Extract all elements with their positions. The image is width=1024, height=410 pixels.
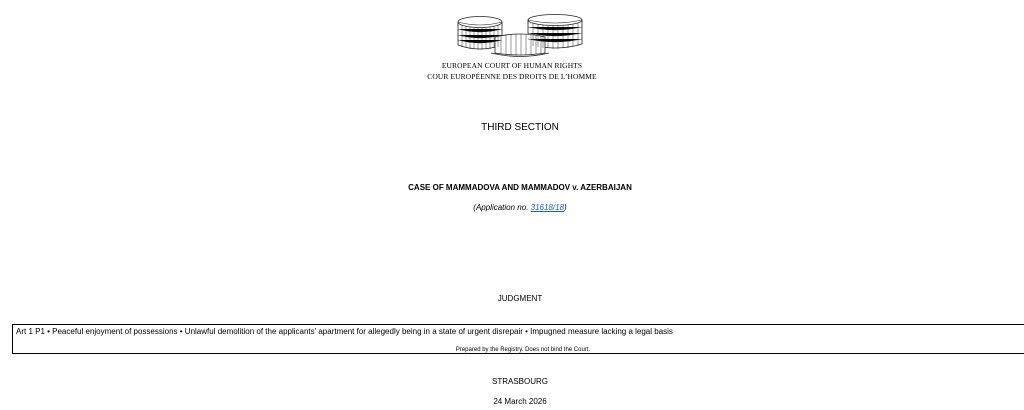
- registry-note: Prepared by the Registry. Does not bind the Court.: [455, 347, 591, 353]
- keywords-text: Art 1 P1 • Peaceful enjoyment of possessions • Unlawful demolition of the applicants’ apartment for allegedly being in a state of urgent disrepair • Impugned measure lacking a legal basis: [16, 327, 673, 336]
- court-name-english: EUROPEAN COURT OF HUMAN RIGHTS: [441, 61, 583, 70]
- application-suffix: ): [564, 203, 567, 212]
- judgment-date: 24 March 2026: [493, 397, 547, 406]
- court-building-logo-icon: [455, 13, 585, 59]
- application-number-line: [0, 203, 1024, 212]
- section-title: THIRD SECTION: [481, 122, 559, 133]
- judgment-label: JUDGMENT: [497, 294, 543, 303]
- case-title: CASE OF MAMMADOVA AND MAMMADOV v. AZERBAIJAN: [408, 183, 632, 192]
- court-name-french: COUR EUROPÉENNE DES DROITS DE L’HOMME: [427, 72, 597, 81]
- application-prefix: (Application no.: [473, 203, 531, 212]
- keywords-box: [12, 324, 1024, 354]
- application-number-link[interactable]: 31618/18: [530, 203, 565, 212]
- place-name: STRASBOURG: [491, 377, 548, 386]
